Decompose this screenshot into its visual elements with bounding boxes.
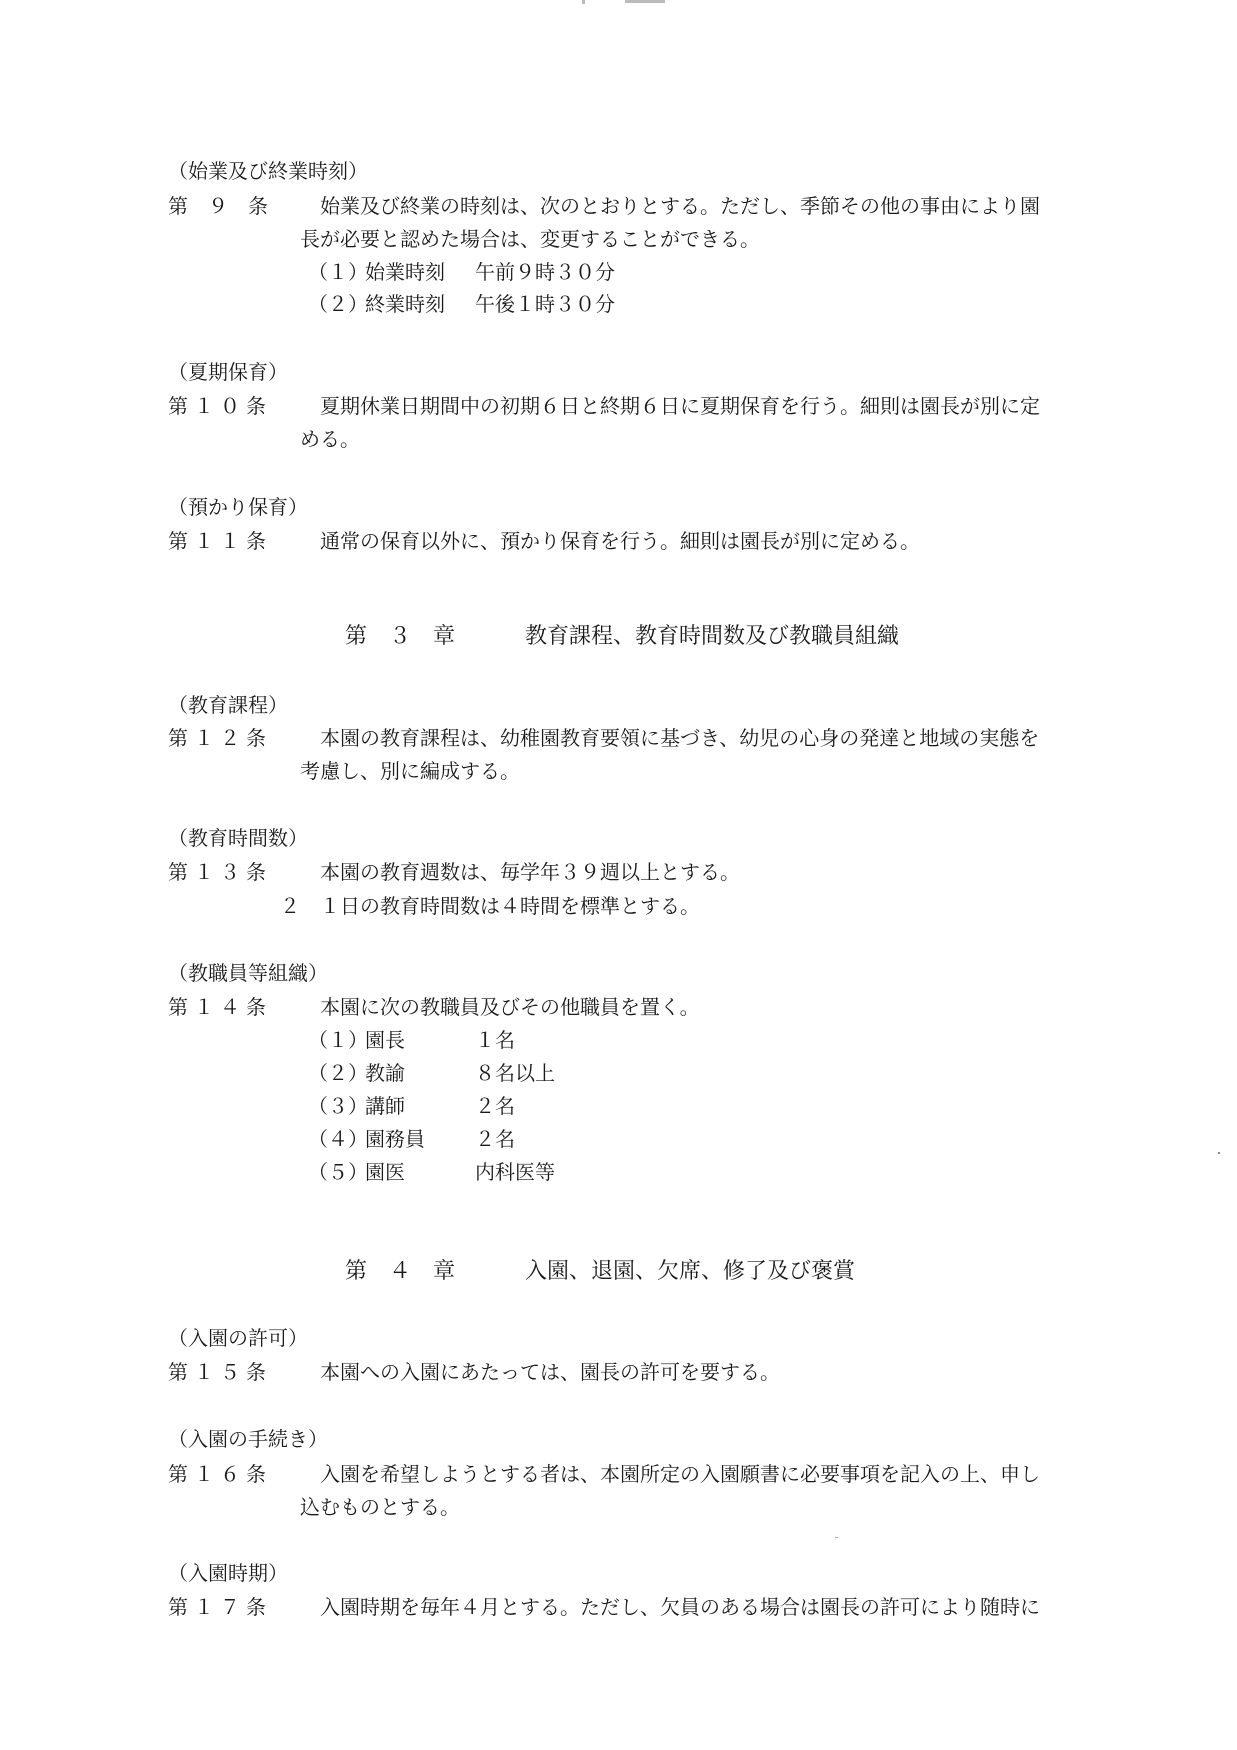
article-text-line: 考慮し、別に編成する。: [300, 759, 520, 783]
article-number: 第１５条: [168, 1360, 272, 1384]
list-item-value: １名: [475, 1028, 515, 1052]
article-number: 第１０条: [168, 394, 272, 418]
article-text-line: 入園を希望しようとする者は、本園所定の入園願書に必要事項を記入の上、申し: [320, 1462, 1040, 1486]
list-item-number: （２）: [308, 292, 368, 316]
article-number: 第１２条: [168, 726, 272, 750]
article-text-line: 本園への入園にあたっては、園長の許可を要する。: [320, 1360, 780, 1384]
paragraph-text: １日の教育時間数は４時間を標準とする。: [320, 894, 700, 918]
article-text-line: 本園の教育課程は、幼稚園教育要領に基づき、幼児の心身の発達と地域の実態を: [320, 726, 1040, 750]
chapter-number: 第 ３ 章: [345, 624, 456, 649]
article-number: 第１３条: [168, 860, 272, 884]
list-item-value: ８名以上: [475, 1061, 555, 1085]
list-item-value: 午後１時３０分: [475, 292, 615, 316]
list-item-label: 始業時刻: [365, 260, 445, 284]
article-heading: （教育時間数）: [168, 826, 308, 850]
article-number: 第１１条: [168, 529, 272, 553]
scan-speck: [1218, 1152, 1220, 1154]
list-item-value: ２名: [475, 1127, 515, 1151]
article-text-line: 長が必要と認めた場合は、変更することができる。: [300, 227, 760, 251]
article-text-line: 本園の教育週数は、毎学年３９週以上とする。: [320, 860, 740, 884]
article-number: 第１７条: [168, 1595, 272, 1619]
list-item-label: 講師: [365, 1094, 405, 1118]
article-heading: （始業及び終業時刻）: [168, 159, 368, 183]
article-heading: （入園時期）: [168, 1561, 288, 1585]
list-item-number: （４）: [308, 1127, 368, 1151]
chapter-title: 入園、退園、欠席、修了及び褒賞: [525, 1259, 856, 1284]
article-text-line: める。: [300, 427, 360, 451]
article-heading: （教職員等組織）: [168, 961, 328, 985]
list-item-number: （５）: [308, 1160, 368, 1184]
article-number: 第１４条: [168, 995, 272, 1019]
list-item-number: （２）: [308, 1061, 368, 1085]
article-text-line: 始業及び終業の時刻は、次のとおりとする。ただし、季節その他の事由により園: [320, 194, 1040, 218]
list-item-number: （１）: [308, 260, 368, 284]
scan-speck: [835, 1537, 838, 1538]
paragraph-number: ２: [280, 894, 300, 918]
scan-mark: [625, 0, 665, 3]
article-heading: （入園の手続き）: [168, 1427, 328, 1451]
list-item-label: 教諭: [365, 1061, 405, 1085]
list-item-number: （１）: [308, 1028, 368, 1052]
list-item-label: 終業時刻: [365, 292, 445, 316]
list-item-value: 午前９時３０分: [475, 260, 615, 284]
chapter-title: 教育課程、教育時間数及び教職員組織: [525, 624, 900, 649]
list-item-label: 園長: [365, 1028, 405, 1052]
scan-mark: [582, 0, 585, 4]
article-heading: （教育課程）: [168, 693, 288, 717]
chapter-number: 第 ４ 章: [345, 1259, 456, 1284]
article-text-line: 夏期休業日期間中の初期６日と終期６日に夏期保育を行う。細則は園長が別に定: [320, 394, 1040, 418]
article-text-line: 通常の保育以外に、預かり保育を行う。細則は園長が別に定める。: [320, 529, 920, 553]
article-text-line: 入園時期を毎年４月とする。ただし、欠員のある場合は園長の許可により随時に: [320, 1595, 1040, 1619]
list-item-value: 内科医等: [475, 1160, 555, 1184]
article-text-line: 本園に次の教職員及びその他職員を置く。: [320, 995, 700, 1019]
list-item-label: 園医: [365, 1160, 405, 1184]
list-item-number: （３）: [308, 1094, 368, 1118]
article-heading: （預かり保育）: [168, 495, 308, 519]
article-text-line: 込むものとする。: [300, 1495, 460, 1519]
article-number: 第１６条: [168, 1462, 272, 1486]
article-number: 第 ９ 条: [168, 194, 268, 218]
list-item-label: 園務員: [365, 1127, 425, 1151]
list-item-value: ２名: [475, 1094, 515, 1118]
article-heading: （入園の許可）: [168, 1326, 308, 1350]
article-heading: （夏期保育）: [168, 360, 288, 384]
